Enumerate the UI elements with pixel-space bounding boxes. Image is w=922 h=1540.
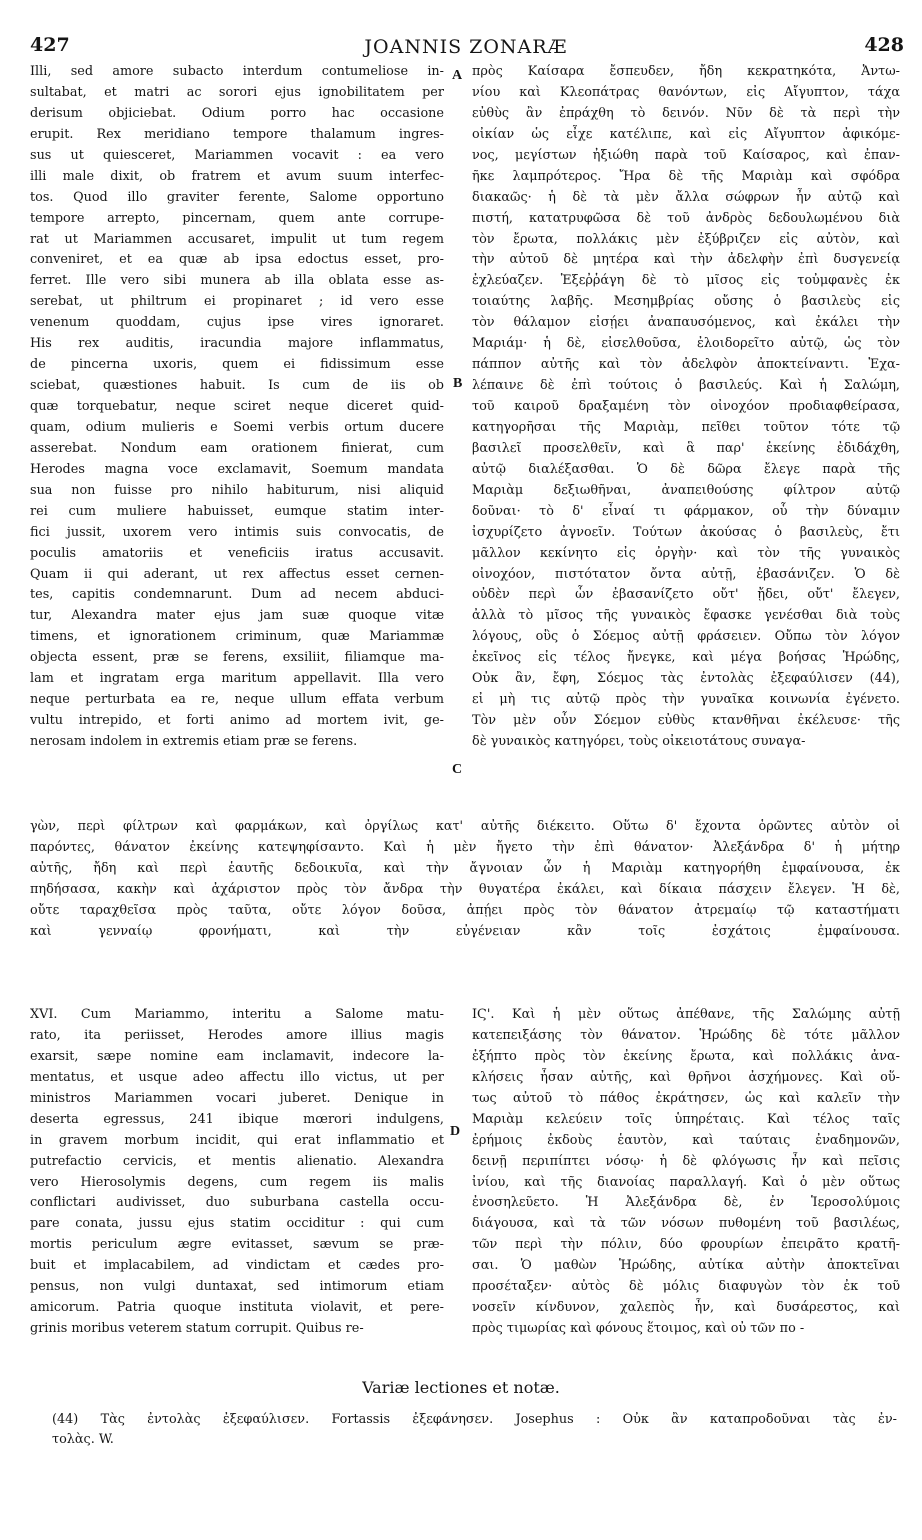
text-line: quam, odium mulieris e Soemi verbis ortum ducere (30, 419, 444, 435)
text-line: τως αὐτοῦ τὸ πάθος ἐκράτησεν, ὡς καὶ καλεῖν τὴν (472, 1090, 900, 1106)
text-line: tos. Quod illo graviter ferente, Salome opportuno (30, 189, 444, 205)
text-line: οἰνοχόον, πιστότατον ὄντα αὐτῇ, ἐβασάνιζεν. Ὁ δὲ (472, 566, 900, 582)
margin-marker-d: D (450, 1124, 461, 1139)
text-line: nerosam indolem in extremis etiam præ se ferens. (30, 734, 358, 749)
text-line: ἐξήπτο πρὸς τὸν ἐκείνης ἔρωτα, καὶ πολλάκις ἀνα- (472, 1048, 900, 1064)
text-line: Quam ii qui aderant, ut rex affectus esset cernen- (30, 566, 444, 582)
text-line: ferret. Ille vero sibi munera ab illa oblata esse as- (30, 273, 444, 289)
text-line: λέπαινε δὲ ἐπὶ τούτοις ὁ βασιλεύς. Καὶ ἡ Σαλώμη, (472, 378, 900, 394)
text-line: pare conata, jussu ejus statim occiditur : qui cum (30, 1216, 444, 1232)
footnote-line: (44) Τὰς ἐντολὰς ἐξεφαύλισεν. Fortassis ἐξεφάνησεν. Josephus : Οὐκ ἂν καταπροδοῦναι τὰς ἐν- (52, 1412, 897, 1427)
text-line: ἰνίου, καὶ τῆς διανοίας παραλλαγή. Καὶ ὁ μὲν οὕτως (472, 1174, 900, 1190)
text-line: κλήσεις ἦσαν αὐτῆς, καὶ θρῆνοι ἀσχήμονες. Καὶ οὕ- (472, 1069, 900, 1085)
text-line: εἰ μὴ τις αὐτῷ πρὸς τὴν γυναῖκα κοινωνία ἐγένετο. (472, 692, 900, 708)
text-line: καὶ γενναίῳ φρονήματι, καὶ τὴν εὐγένειαν κἂν τοῖς ἐσχάτοις ἐμφαίνουσα. (30, 923, 900, 939)
text-line: timens, et ignorationem criminum, quæ Mariammæ (30, 629, 444, 645)
text-line: rei cum muliere habuisset, eumque statim inter- (30, 503, 444, 519)
text-line: deserta egressus, 241 ibique mœrori indulgens, (30, 1111, 444, 1127)
text-line: πηδήσασα, κακὴν καὶ ἀχάριστον πρὸς τὸν ἄνδρα τὴν θυγατέρα ἐκάλει, καὶ δίκαια πάσχειν ἔλεγεν. Ἡ δὲ, (30, 881, 900, 897)
text-line: derisum objiciebat. Odium porro hac occasione (30, 105, 444, 121)
text-line: δοῦναι· τὸ δ' εἶναί τι φάρμακον, οὗ τὴν δύναμιν (472, 503, 900, 519)
text-line: δὲ γυναικὸς κατηγόρει, τοὺς οἰκειοτάτους συναγα- (472, 734, 806, 749)
text-line: grinis moribus veterem statum corrupit. Quibus re- (30, 1321, 364, 1337)
page-number-right: 428 (864, 34, 904, 56)
text-line: τὸν ἔρωτα, πολλάκις μὲν ἐξύβριζεν εἰς αὐτὸν, καὶ (472, 231, 900, 247)
greek-full-width-lines (30, 817, 900, 943)
text-line: rat ut Mariammen accusaret, impulit ut tum regem (30, 231, 444, 247)
text-line: τοῦ καιροῦ δραξαμένη τὸν οἰνοχόον προδιαφθείρασα, (472, 399, 900, 414)
text-line: Μαριὰμ κελεύειν τοῖς ὑπηρέταις. Καὶ τέλος ταῖς (472, 1111, 900, 1127)
text-line: αὐτῆς, ἤδη καὶ περὶ ἑαυτῆς δεδοικυῖα, καὶ τὴν ἄγνοιαν ὧν ἡ Μαριὰμ κατηγορήθη ἐμφαίνουσα, ἐκ (30, 860, 900, 876)
text-line: objecta essent, præ se ferens, exsiliit, filiamque ma- (30, 650, 444, 666)
text-line: προσέταξεν· αὐτὸς δὲ μόλις διαφυγὼν τὸν ἐκ τοῦ (472, 1279, 900, 1295)
text-line: παρόντες, θάνατον ἐκείνης κατεψηφίσαντο. Καὶ ἡ μὲν ἤγετο τὴν ἐπὶ θάνατον· Ἀλεξάνδρα δ' ἡ μήτηρ (30, 839, 900, 855)
text-line: οἰκίαν ὡς εἶχε κατέλιπε, καὶ εἰς Αἴγυπτον ἀφικόμε- (472, 126, 900, 142)
text-line: μᾶλλον κεκίνητο εἰς ὀργὴν· καὶ τὸν τῆς γυναικὸς (472, 545, 900, 561)
text-line: νος, μεγίστων ἠξιώθη παρὰ τοῦ Καίσαρος, καὶ ἐπαν- (472, 147, 900, 163)
text-line: pensus, non vulgi duntaxat, sed intimorum etiam (30, 1279, 444, 1295)
page-number-left: 427 (30, 34, 70, 56)
margin-marker-b: B (453, 376, 463, 391)
text-line: λόγους, οὓς ὁ Σόεμος αὐτῇ φράσειεν. Οὔπω τὸν λόγον (472, 629, 900, 645)
text-line: rato, ita periisset, Herodes amore illius magis (30, 1027, 444, 1043)
text-line: κατηγορῆσαι τῆς Μαριὰμ, πεῖθει τοῦτον τότε τῷ (472, 419, 900, 435)
text-line: putrefactio cervicis, et mentis alienatio. Alexandra (30, 1153, 444, 1169)
greek-column-lower (472, 1005, 900, 1340)
text-line: sultabat, et matri ac sorori ejus ignobilitatem per (30, 84, 444, 100)
text-line: Μαριὰμ δεξιωθῆναι, ἀναπειθούσης φίλτρον αὐτῷ (472, 482, 900, 498)
text-line: tes, capitis condemnarunt. Dum ad necem abduci- (30, 587, 444, 603)
greek-column-upper (472, 62, 900, 753)
text-line: οὐδὲν περὶ ὧν ἐβασανίζετο οὔτ' ᾔδει, οὔτ' ἔλεγεν, (472, 587, 900, 603)
text-line: τῶν περὶ τὴν πόλιν, δύο φρουρίων ἐπειρᾶτο κρατῆ- (472, 1237, 900, 1253)
text-line: His rex auditis, iracundia majore inflammatus, (30, 336, 444, 352)
footnote-line: τολὰς. W. (52, 1432, 114, 1447)
text-line: asserebat. Nondum eam orationem finierat, cum (30, 440, 444, 456)
text-line: conveniret, et ea quæ ab ipsa edoctus esset, pro- (30, 252, 444, 268)
text-line: σαι. Ὁ μαθὼν Ἡρώδης, αὐτίκα αὐτὴν ἀποκτεῖναι (472, 1258, 900, 1274)
notes-heading: Variæ lectiones et notæ. (362, 1378, 560, 1397)
text-line: sciebat, quæstiones habuit. Is cum de iis ob (30, 378, 444, 394)
text-line: fici jussit, uxorem vero intimis suis convocatis, de (30, 524, 444, 540)
text-line: buit et implacabilem, ad vindictam et cædes pro- (30, 1258, 444, 1274)
text-line: tempore arrepto, pincernam, quem ante corrupe- (30, 210, 444, 226)
text-line: νίου καὶ Κλεοπάτρας θανόντων, εἰς Αἴγυπτον, τάχα (472, 84, 900, 100)
text-line: βασιλεῖ προσελθεῖν, καὶ ἃ παρ' ἐκείνης ἐδιδάχθη, (472, 440, 900, 456)
text-line: τὸν θάλαμον εἰσῄει ἀναπαυσόμενος, καὶ ἐκάλει τὴν (472, 315, 900, 331)
latin-column-lower (30, 1005, 444, 1340)
text-line: venenum quoddam, cujus ipse vires ignoraret. (30, 315, 444, 331)
margin-marker-a: A (452, 68, 463, 83)
text-line: ἐχλεύαζεν. Ἐξεῤῥάγη δὲ τὸ μῖσος εἰς τοὐμφανὲς ἐκ (472, 273, 900, 289)
text-line: εὐθὺς ἂν ἐπράχθη τὸ δεινόν. Νῦν δὲ τὰ περὶ τὴν (472, 105, 900, 121)
text-line: de pincerna uxoris, quem ei fidissimum esse (30, 357, 444, 373)
text-line: vero Hierosolymis degens, cum regem iis malis (30, 1174, 444, 1190)
text-line: erupit. Rex meridiano tempore thalamum ingres- (30, 126, 444, 142)
text-line: κατεπειξάσης τὸν θάνατον. Ἡρώδης δὲ τότε μᾶλλον (472, 1027, 900, 1043)
text-line: poculis amatoriis et veneficiis iratus accusavit. (30, 545, 444, 561)
text-line: amicorum. Patria quoque instituta violavit, et pere- (30, 1300, 444, 1316)
text-line: ἀλλὰ τὸ μῖσος τῆς γυναικὸς ἔφασκε γενέσθαι διὰ τοὺς (472, 608, 900, 624)
text-line: διακαῶς· ἡ δὲ τὰ μὲν ἄλλα σώφρων ἦν αὐτῷ καὶ (472, 189, 900, 205)
text-line: ἰσχυρίζετο ἀγνοεῖν. Τούτων ἀκούσας ὁ βασιλεὺς, ἔτι (472, 524, 900, 540)
text-line: lam et ingratam erga maritum appellavit. Illa vero (30, 671, 444, 687)
text-line: αὐτῷ διαλέξασθαι. Ὁ δὲ δῶρα ἔλεγε παρὰ τῆς (472, 461, 900, 477)
text-line: γὼν, περὶ φίλτρων καὶ φαρμάκων, καὶ ὀργίλως κατ' αὐτῆς διέκειτο. Οὕτω δ' ἔχοντα ὁρῶντες αὐτὸν οἱ (30, 819, 900, 834)
footnotes (52, 1410, 897, 1450)
text-line: διάγουσα, καὶ τὰ τῶν νόσων πυθομένη τοῦ βασιλέως, (472, 1216, 900, 1232)
text-line: Τὸν μὲν οὖν Σόεμον εὐθὺς κτανθῆναι ἐκέλευσε· τῆς (472, 713, 900, 729)
text-line: illi male dixit, ob fratrem et avum suum interfec- (30, 168, 444, 184)
text-line: exarsit, sæpe nomine eam inclamavit, indecore la- (30, 1048, 444, 1064)
text-line: XVI. Cum Mariammo, interitu a Salome matu- (30, 1007, 444, 1022)
text-line: neque perturbata ea re, neque ullum effata verbum (30, 692, 444, 708)
text-line: ἐκεῖνος εἰς τέλος ἤνεγκε, καὶ μέγα βοήσας Ἡρώδης, (472, 650, 900, 666)
text-line: mentatus, et usque adeo affectu illo victus, ut per (30, 1069, 444, 1085)
text-line: πρὸς Καίσαρα ἔσπευδεν, ἤδη κεκρατηκότα, Ἀντω- (472, 64, 900, 79)
text-line: πιστή, κατατρυφῶσα δὲ τοῦ ἀνδρὸς δεδουλωμένου διὰ (472, 210, 900, 226)
text-line: ΙϚ'. Καὶ ἡ μὲν οὕτως ἀπέθανε, τῆς Σαλώμης αὐτῇ (472, 1007, 900, 1022)
text-line: Μαριάμ· ἡ δὲ, εἰσελθοῦσα, ἐλοιδορεῖτο αὐτῷ, ὡς τὸν (472, 336, 900, 352)
text-line: Οὐκ ἂν, ἔφη, Σόεμος τὰς ἐντολὰς ἐξεφαύλισεν (44), (472, 671, 900, 687)
text-line: Illi, sed amore subacto interdum contumeliose in- (30, 64, 444, 79)
text-line: conflictari audivisset, duo suburbana castella occu- (30, 1195, 444, 1211)
text-line: τὴν αὐτοῦ δὲ μητέρα καὶ τὴν ἀδελφὴν ἐπὶ δυσγενείᾳ (472, 252, 900, 268)
text-line: τοιαύτης λαβῆς. Μεσημβρίας οὔσης ὁ βασιλεὺς εἰς (472, 294, 900, 310)
text-line: ῆκε λαμπρότερος. Ἤρα δὲ τῆς Μαριὰμ καὶ σφόδρα (472, 168, 900, 184)
running-header (28, 34, 904, 64)
text-line: οὔτε ταραχθεῖσα πρὸς ταῦτα, οὔτε λόγον δοῦσα, ἀπῄει πρὸς τὸν θάνατον ἀτρεμαίῳ τῷ καταστήματι (30, 902, 900, 918)
text-line: in gravem morbum incidit, qui erat inflammatio et (30, 1132, 444, 1148)
text-line: ἐνοσηλεῦετο. Ἡ Ἀλεξάνδρα δὲ, ἐν Ἱεροσολύμοις (472, 1195, 900, 1211)
text-line: quæ torquebatur, neque sciret neque diceret quid- (30, 399, 444, 414)
text-line: ἐρήμοις ἐκδοὺς ἑαυτὸν, καὶ ταύταις ἐναδημονῶν, (472, 1132, 900, 1148)
text-line: sua non fuisse pro nihilo habiturum, nisi aliquid (30, 482, 444, 498)
text-line: πάππον αὐτῆς καὶ τὸν ἀδελφὸν ἀποκτείναντι. Ἐχα- (472, 357, 900, 373)
text-line: ministros Mariammen vocari juberet. Denique in (30, 1090, 444, 1106)
text-line: πρὸς τιμωρίας καὶ φόνους ἕτοιμος, καὶ οὐ τῶν πο - (472, 1321, 805, 1337)
text-line: mortis periculum ægre evitasset, sævum se præ- (30, 1237, 444, 1253)
text-line: serebat, ut philtrum ei propinaret ; id vero esse (30, 294, 444, 310)
text-line: δεινῇ περιπίπτει νόσῳ· ἡ δὲ φλόγωσις ἦν καὶ πεῖσις (472, 1153, 900, 1169)
margin-marker-c: C (452, 762, 463, 777)
text-line: vultu intrepido, et forti animo ad mortem ivit, ge- (30, 713, 444, 729)
text-line: tur, Alexandra mater ejus jam suæ quoque vitæ (30, 608, 444, 624)
latin-column-upper (30, 62, 444, 753)
text-line: νοσεῖν κίνδυνον, χαλεπὸς ἦν, καὶ δυσάρεστος, καὶ (472, 1300, 900, 1316)
running-title: JOANNIS ZONARÆ (364, 36, 568, 58)
text-line: Herodes magna voce exclamavit, Soemum mandata (30, 461, 444, 477)
text-line: sus ut quiesceret, Mariammen vocavit : ea vero (30, 147, 444, 163)
